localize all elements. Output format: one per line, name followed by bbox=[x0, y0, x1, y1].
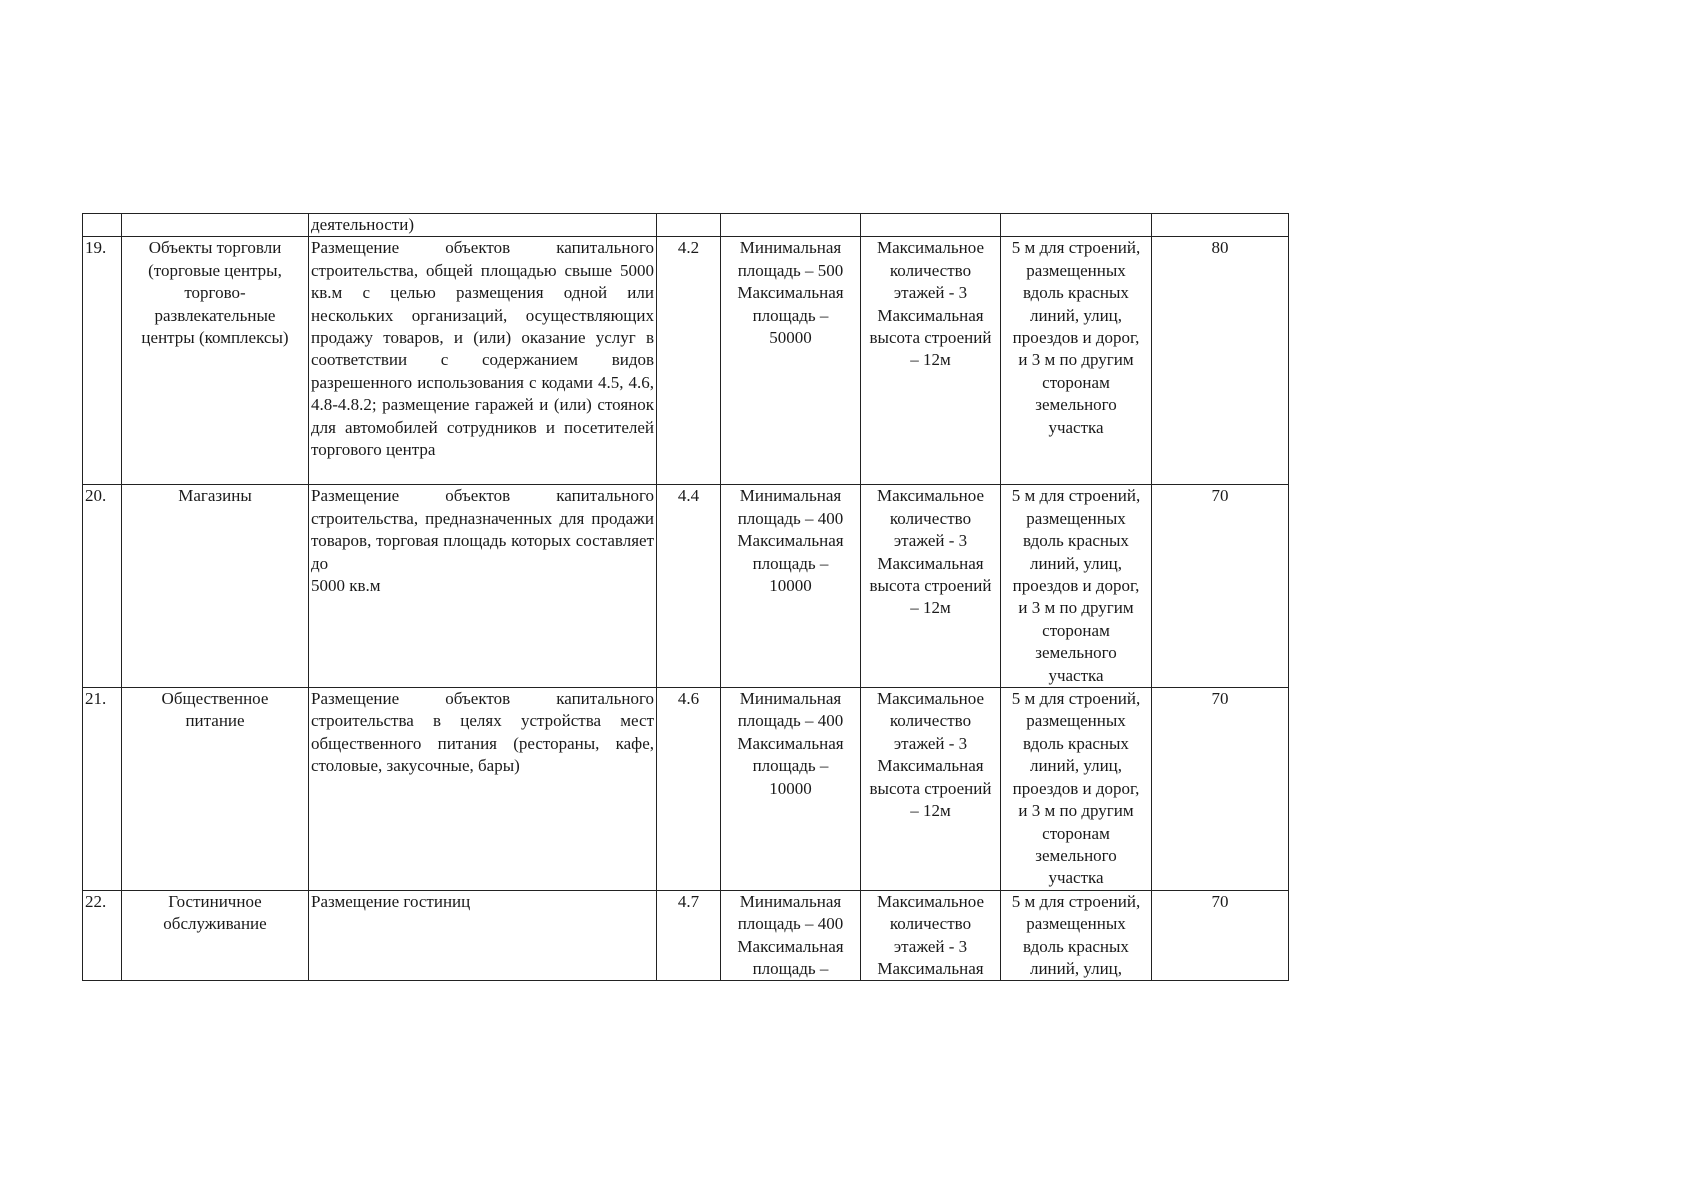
area-line: площадь – 500 bbox=[737, 260, 844, 280]
setback-limits bbox=[1001, 237, 1152, 485]
use-name-line: Магазины bbox=[178, 486, 252, 506]
setback-line: сторонам bbox=[1042, 823, 1110, 843]
setback-line: и 3 м по другим bbox=[1018, 598, 1134, 618]
use-code: 4.7 bbox=[657, 890, 721, 981]
coverage-percent: 70 bbox=[1152, 688, 1289, 891]
setback-line: размещенных bbox=[1026, 711, 1126, 731]
cell-area bbox=[721, 214, 861, 237]
cell-name bbox=[122, 214, 309, 237]
plot-area-limits bbox=[721, 688, 861, 891]
height-line: высота строений bbox=[869, 576, 992, 596]
height-line: Максимальная bbox=[877, 958, 984, 978]
cell-percent bbox=[1152, 214, 1289, 237]
height-line: Максимальное bbox=[876, 238, 985, 258]
area-line: 50000 bbox=[769, 328, 812, 348]
coverage-percent: 70 bbox=[1152, 890, 1289, 981]
setback-line: 5 м для строений, bbox=[1011, 891, 1141, 911]
setback-line: сторонам bbox=[1042, 372, 1110, 392]
use-code: 4.2 bbox=[657, 237, 721, 485]
setback-line: 5 м для строений, bbox=[1011, 689, 1141, 709]
use-code: 4.6 bbox=[657, 688, 721, 891]
setback-line: линий, улиц, bbox=[1029, 958, 1123, 978]
setback-line: земельного bbox=[1035, 643, 1117, 663]
cell-height bbox=[861, 214, 1001, 237]
use-description: Размещение объектов капитального строительства, общей площадью свыше 5000 кв.м с целью размещения одной или нескольких организаций, осуществляющих продажу товаров, и (или) оказание услуг в соответствии с содержанием видов разрешенного использования с кодами 4.5, 4.6, 4.8-4.8.2; размещение гаражей и (или) стоянок для автомобилей сотрудников и посетителей торгового центра bbox=[309, 237, 657, 485]
height-line: этажей - 3 bbox=[893, 936, 968, 956]
use-name-line: (торговые центры, bbox=[148, 260, 282, 280]
area-line: площадь – 400 bbox=[737, 914, 844, 934]
use-description: Размещение объектов капитального строительства, предназначенных для продажи товаров, торговая площадь которых составляет до 5000 кв.м bbox=[309, 485, 657, 688]
row-number: 21. bbox=[83, 688, 122, 891]
area-line: 10000 bbox=[769, 576, 812, 596]
setback-line: линий, улиц, bbox=[1029, 756, 1123, 776]
height-line: этажей - 3 bbox=[893, 531, 968, 551]
cell-description: деятельности) bbox=[309, 214, 657, 237]
area-line: площадь – 400 bbox=[737, 508, 844, 528]
row-number: 22. bbox=[83, 890, 122, 981]
setback-line: участка bbox=[1048, 868, 1104, 888]
row-number: 19. bbox=[83, 237, 122, 485]
height-line: – 12м bbox=[910, 350, 951, 370]
setback-line: вдоль красных bbox=[1023, 283, 1129, 303]
table-row bbox=[83, 485, 1289, 688]
area-line: Максимальная bbox=[737, 531, 844, 551]
area-line: площадь – bbox=[752, 553, 829, 573]
coverage-percent: 70 bbox=[1152, 485, 1289, 688]
setback-line: 5 м для строений, bbox=[1011, 486, 1141, 506]
area-line: Минимальная bbox=[739, 238, 842, 258]
height-line: Максимальное bbox=[876, 689, 985, 709]
use-name-line: центры (комплексы) bbox=[141, 328, 289, 348]
height-line: – 12м bbox=[910, 801, 951, 821]
row-number: 20. bbox=[83, 485, 122, 688]
area-line: Максимальная bbox=[737, 733, 844, 753]
setback-line: земельного bbox=[1035, 845, 1117, 865]
use-description: Размещение объектов капитального строительства в целях устройства мест общественного питания (рестораны, кафе, столовые, закусочные, бары) bbox=[309, 688, 657, 891]
setback-line: вдоль красных bbox=[1023, 531, 1129, 551]
cell-code bbox=[657, 214, 721, 237]
area-line: Минимальная bbox=[739, 486, 842, 506]
setback-line: вдоль красных bbox=[1023, 733, 1129, 753]
height-line: количество bbox=[889, 711, 972, 731]
use-name-line: развлекательные bbox=[154, 305, 276, 325]
setback-line: проездов и дорог, bbox=[1012, 778, 1140, 798]
setback-line: линий, улиц, bbox=[1029, 553, 1123, 573]
use-name bbox=[122, 485, 309, 688]
height-line: Максимальная bbox=[877, 305, 984, 325]
table-row bbox=[83, 890, 1289, 981]
area-line: площадь – bbox=[752, 305, 829, 325]
setback-line: 5 м для строений, bbox=[1011, 238, 1141, 258]
table-row bbox=[83, 688, 1289, 891]
height-line: высота строений bbox=[869, 778, 992, 798]
plot-area-limits bbox=[721, 890, 861, 981]
setback-limits bbox=[1001, 890, 1152, 981]
setback-limits bbox=[1001, 688, 1152, 891]
setback-line: сторонам bbox=[1042, 620, 1110, 640]
coverage-percent: 80 bbox=[1152, 237, 1289, 485]
setback-line: участка bbox=[1048, 417, 1104, 437]
setback-line: и 3 м по другим bbox=[1018, 350, 1134, 370]
area-line: площадь – 400 bbox=[737, 711, 844, 731]
continuation-row bbox=[83, 214, 1289, 237]
use-code: 4.4 bbox=[657, 485, 721, 688]
setback-line: размещенных bbox=[1026, 508, 1126, 528]
use-name bbox=[122, 890, 309, 981]
table-row bbox=[83, 237, 1289, 485]
area-line: 10000 bbox=[769, 778, 812, 798]
height-line: высота строений bbox=[869, 328, 992, 348]
area-line: Максимальная bbox=[737, 936, 844, 956]
height-line: этажей - 3 bbox=[893, 283, 968, 303]
height-line: Максимальная bbox=[877, 756, 984, 776]
land-use-table bbox=[82, 213, 1289, 981]
height-line: – 12м bbox=[910, 598, 951, 618]
use-name-line: Гостиничное bbox=[168, 891, 262, 911]
use-name-line: Объекты торговли bbox=[148, 238, 282, 258]
area-line: Минимальная bbox=[739, 689, 842, 709]
area-line: Максимальная bbox=[737, 283, 844, 303]
area-line: площадь – bbox=[752, 958, 829, 978]
setback-line: линий, улиц, bbox=[1029, 305, 1123, 325]
plot-area-limits bbox=[721, 237, 861, 485]
use-name-line: торгово- bbox=[184, 283, 246, 303]
setback-limits bbox=[1001, 485, 1152, 688]
height-limits bbox=[861, 890, 1001, 981]
setback-line: размещенных bbox=[1026, 260, 1126, 280]
height-line: Максимальная bbox=[877, 553, 984, 573]
use-description: Размещение гостиниц bbox=[309, 890, 657, 981]
height-line: Максимальное bbox=[876, 891, 985, 911]
setback-line: земельного bbox=[1035, 395, 1117, 415]
use-name bbox=[122, 688, 309, 891]
use-name bbox=[122, 237, 309, 485]
setback-line: вдоль красных bbox=[1023, 936, 1129, 956]
height-line: количество bbox=[889, 260, 972, 280]
use-name-line: обслуживание bbox=[163, 914, 267, 934]
height-line: Максимальное bbox=[876, 486, 985, 506]
height-limits bbox=[861, 688, 1001, 891]
setback-line: проездов и дорог, bbox=[1012, 328, 1140, 348]
setback-line: размещенных bbox=[1026, 914, 1126, 934]
height-line: количество bbox=[889, 914, 972, 934]
height-limits bbox=[861, 237, 1001, 485]
setback-line: проездов и дорог, bbox=[1012, 576, 1140, 596]
use-name-line: Общественное bbox=[161, 689, 269, 709]
cell-setback bbox=[1001, 214, 1152, 237]
height-line: этажей - 3 bbox=[893, 733, 968, 753]
setback-line: участка bbox=[1048, 665, 1104, 685]
area-line: Минимальная bbox=[739, 891, 842, 911]
use-name-line: питание bbox=[185, 711, 245, 731]
height-line: количество bbox=[889, 508, 972, 528]
plot-area-limits bbox=[721, 485, 861, 688]
height-limits bbox=[861, 485, 1001, 688]
cell-num bbox=[83, 214, 122, 237]
setback-line: и 3 м по другим bbox=[1018, 801, 1134, 821]
area-line: площадь – bbox=[752, 756, 829, 776]
